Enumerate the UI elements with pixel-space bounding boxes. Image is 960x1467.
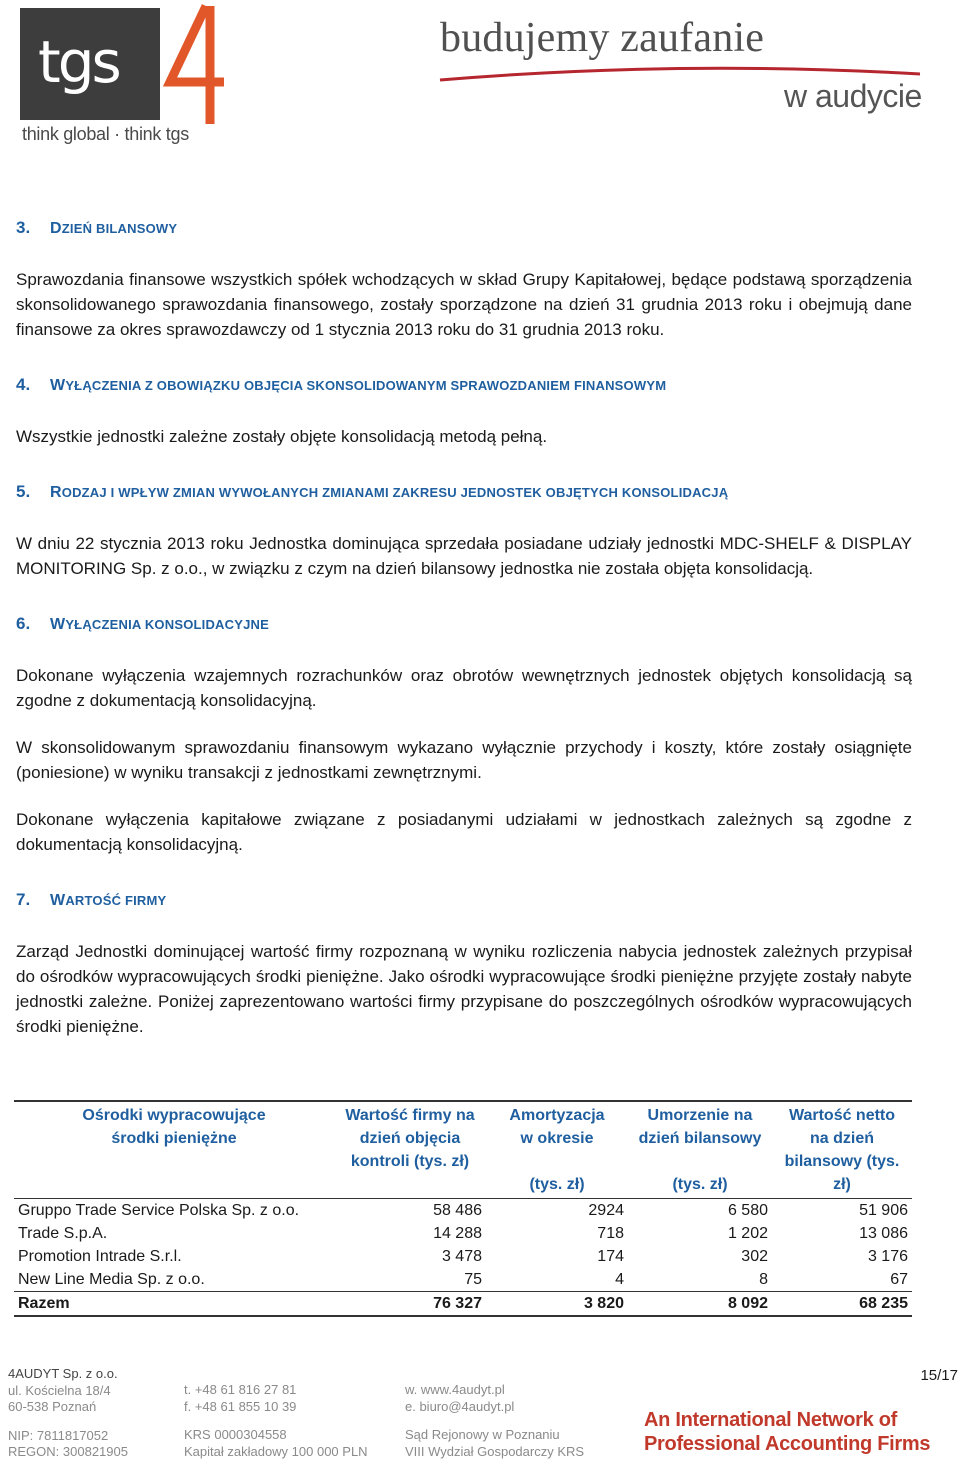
cell-accumulated: 8 xyxy=(759,1271,768,1288)
footer-web-block xyxy=(405,1382,584,1460)
section-heading-3 xyxy=(16,215,912,241)
footer-fax: f. +48 61 855 10 39 xyxy=(184,1398,297,1414)
section-heading-4 xyxy=(16,372,912,398)
footer-regon: REGON: 300821905 xyxy=(8,1444,128,1459)
cell-amortization: 2924 xyxy=(588,1202,624,1219)
paragraph: Zarząd Jednostki dominującej wartość firmy rozpoznaną w wyniku rozliczenia nabycia jednostek zależnych przypisał do ośrodków wypracowujących środki pieniężne. Jako ośrodki wypracowujące środki pieniężne przyjęte zostały nabyte jednostki zależne. Poniżej zaprezentowano wartości firmy przypisane do poszczególnych ośrodków wypracowujących środki pieniężne. xyxy=(16,942,912,1036)
cell-accumulated: 1 202 xyxy=(727,1225,768,1242)
header-net-value: Wartość netto na dzień bilansowy (tys. zł) xyxy=(784,1107,900,1193)
cell-net-value: 67 xyxy=(890,1271,908,1288)
cell-net-value: 13 086 xyxy=(859,1225,908,1242)
section-heading-5 xyxy=(16,479,912,505)
logo-brand-text: tgs xyxy=(38,28,119,96)
cell-unit-name: New Line Media Sp. z o.o. xyxy=(18,1271,205,1288)
paragraph: W skonsolidowanym sprawozdaniu finansowym wykazano wyłącznie przychody i koszty, które zostały osiągnięte (poniesione) w wyniku transakcji z jednostkami zewnętrznymi. xyxy=(16,738,912,782)
cell-amortization: 718 xyxy=(597,1225,624,1242)
section-number: 5. xyxy=(16,482,31,501)
footer-contact-block xyxy=(184,1382,368,1460)
cell-goodwill: 14 288 xyxy=(433,1225,482,1242)
cell-unit-name: Promotion Intrade S.r.l. xyxy=(18,1248,182,1265)
document-body xyxy=(16,215,912,1039)
slogan-main: budujemy zaufanie xyxy=(440,15,765,61)
cell-accumulated: 302 xyxy=(741,1248,768,1265)
slogan-sub: w audycie xyxy=(784,78,922,114)
section-title: WYŁĄCZENIA KONSOLIDACYJNE xyxy=(50,616,269,633)
logo-number-four xyxy=(162,0,232,130)
section-heading-6 xyxy=(16,611,912,637)
table-row xyxy=(14,1268,912,1292)
section-title: DZIEŃ BILANSOWY xyxy=(50,220,178,237)
header-cash-generating-units: Ośrodki wypracowujące środki pieniężne xyxy=(82,1107,266,1147)
network-slogan: An International Network of Professional Accounting Firms xyxy=(644,1409,931,1455)
footer-website[interactable]: w. www.4audyt.pl xyxy=(405,1382,505,1397)
footer-company-block xyxy=(8,1366,128,1461)
cell-amortization: 174 xyxy=(597,1248,624,1265)
cell-net-value: 3 176 xyxy=(867,1248,908,1265)
header-accumulated: Umorzenie na dzień bilansowy (tys. zł) xyxy=(638,1107,762,1193)
footer-court: Sąd Rejonowy w Poznaniu xyxy=(405,1427,560,1442)
footer-krs: KRS 0000304558 xyxy=(184,1427,287,1442)
footer-nip: NIP: 7811817052 xyxy=(8,1427,109,1443)
page-footer xyxy=(0,1362,960,1467)
paragraph: Dokonane wyłączenia wzajemnych rozrachunków oraz obrotów wewnętrznych jednostek objętych konsolidacją są zgodne z dokumentacją konsolidacyjną. xyxy=(16,666,912,710)
footer-company: 4AUDYT Sp. z o.o. xyxy=(8,1366,118,1381)
cell-goodwill: 58 486 xyxy=(433,1202,482,1219)
cell-total-net-value: 68 235 xyxy=(859,1295,908,1312)
tgs4-logo xyxy=(20,8,228,120)
table-total-row xyxy=(14,1292,912,1317)
cell-total-accumulated: 8 092 xyxy=(727,1295,768,1312)
paragraph: Sprawozdania finansowe wszystkich spółek wchodzących w skład Grupy Kapitałowej, będące podstawą sporządzenia skonsolidowanego sprawozdania finansowego, zostały sporządzone na dzień 31 grudnia 2013 roku i obejmują dane finansowe za okres sprawozdawczy od 1 stycznia 2013 roku do 31 grudnia 2013 roku. xyxy=(16,270,912,339)
paragraph: W dniu 22 stycznia 2013 roku Jednostka dominująca sprzedała posiadane udziały jednostki MDC-SHELF & DISPLAY MONITORING Sp. z o.o., w związku z czym na dzień bilansowy jednostka nie została objęta konsolidacją. xyxy=(16,534,912,578)
goodwill-table xyxy=(14,1100,912,1317)
footer-phone: t. +48 61 816 27 81 xyxy=(184,1382,297,1397)
table-header-row xyxy=(14,1101,912,1199)
footer-street: ul. Kościelna 18/4 xyxy=(8,1382,111,1398)
paragraph: Wszystkie jednostki zależne zostały objęte konsolidacją metodą pełną. xyxy=(16,427,548,446)
footer-email[interactable]: e. biuro@4audyt.pl xyxy=(405,1398,515,1414)
cell-net-value: 51 906 xyxy=(859,1202,908,1219)
cell-goodwill: 75 xyxy=(464,1271,482,1288)
section-heading-7 xyxy=(16,887,912,913)
section-number: 6. xyxy=(16,614,31,633)
section-title: RODZAJ I WPŁYW ZMIAN WYWOŁANYCH ZMIANAMI ZAKRESU JEDNOSTEK OBJĘTYCH KONSOLIDACJĄ xyxy=(50,484,729,501)
cell-goodwill: 3 478 xyxy=(441,1248,482,1265)
cell-unit-name: Gruppo Trade Service Polska Sp. z o.o. xyxy=(18,1202,300,1219)
cell-accumulated: 6 580 xyxy=(727,1202,768,1219)
logo-tagline: think global · think tgs xyxy=(22,124,189,144)
section-number: 4. xyxy=(16,375,31,394)
paragraph: Dokonane wyłączenia kapitałowe związane z posiadanymi udziałami w jednostkach zależnych są zgodne z dokumentacją konsolidacyjną. xyxy=(16,810,912,854)
cell-total-goodwill: 76 327 xyxy=(433,1295,482,1312)
table-row xyxy=(14,1199,912,1223)
footer-court-division: VIII Wydział Gospodarczy KRS xyxy=(405,1443,585,1459)
cell-unit-name: Trade S.p.A. xyxy=(18,1225,108,1242)
footer-capital: Kapitał zakładowy 100 000 PLN xyxy=(184,1443,368,1459)
header-goodwill: Wartość firmy na dzień objęcia kontroli (tys. zł) xyxy=(345,1107,475,1170)
table-row xyxy=(14,1222,912,1245)
section-number: 7. xyxy=(16,890,31,909)
cell-total-amortization: 3 820 xyxy=(583,1295,624,1312)
section-title: WYŁĄCZENIA Z OBOWIĄZKU OBJĘCIA SKONSOLIDOWANYM SPRAWOZDANIEM FINANSOWYM xyxy=(50,377,667,394)
footer-city: 60-538 Poznań xyxy=(8,1399,97,1414)
table-row xyxy=(14,1245,912,1268)
cell-amortization: 4 xyxy=(615,1271,624,1288)
section-title: WARTOŚĆ FIRMY xyxy=(50,892,167,909)
cell-total-label: Razem xyxy=(18,1295,70,1312)
header-amortization: Amortyzacja w okresie (tys. zł) xyxy=(509,1107,605,1193)
page-number: 15/17 xyxy=(920,1367,958,1384)
section-number: 3. xyxy=(16,218,31,237)
